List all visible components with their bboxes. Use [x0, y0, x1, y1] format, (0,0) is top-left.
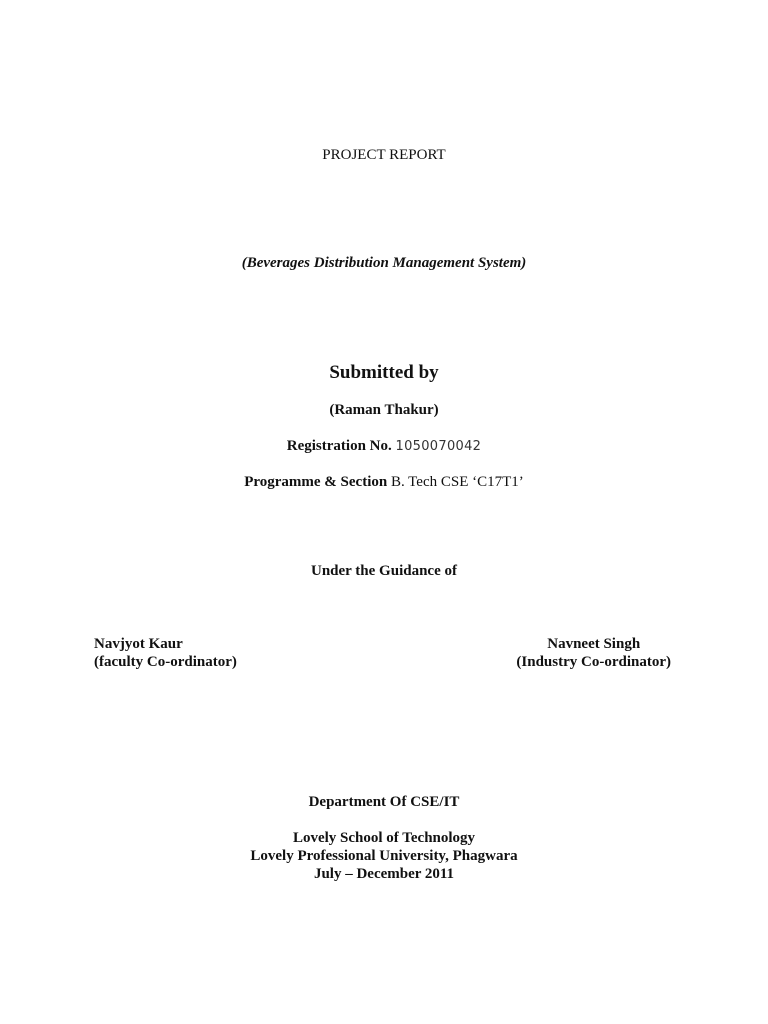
programme-line: [0, 475, 768, 490]
industry-coordinator-name: Navneet Singh: [547, 636, 641, 652]
faculty-coordinator: [94, 635, 237, 671]
student-name: (Raman Thakur): [329, 402, 439, 418]
report-heading: PROJECT REPORT: [322, 147, 446, 163]
registration-value: 1050070042: [395, 439, 482, 454]
programme-value: B. Tech CSE ‘C17T1’: [390, 474, 524, 490]
submitted-by-heading: Submitted by: [329, 362, 439, 383]
university-name: Lovely Professional University, Phagwara: [250, 848, 518, 864]
registration-label: Registration No.: [286, 438, 392, 454]
programme-label: Programme & Section: [244, 474, 388, 490]
faculty-coordinator-name: Navjyot Kaur: [94, 636, 183, 652]
registration-line: [0, 439, 768, 454]
guidance-heading: Under the Guidance of: [311, 563, 457, 579]
industry-coordinator-role: (Industry Co-ordinator): [516, 654, 671, 670]
faculty-coordinator-role: (faculty Co-ordinator): [94, 654, 237, 670]
industry-coordinator: [516, 635, 671, 671]
session-dates: July – December 2011: [313, 866, 455, 882]
department-name: Department Of CSE/IT: [308, 794, 460, 810]
school-name: Lovely School of Technology: [292, 830, 476, 846]
project-title: (Beverages Distribution Management System): [241, 255, 527, 271]
